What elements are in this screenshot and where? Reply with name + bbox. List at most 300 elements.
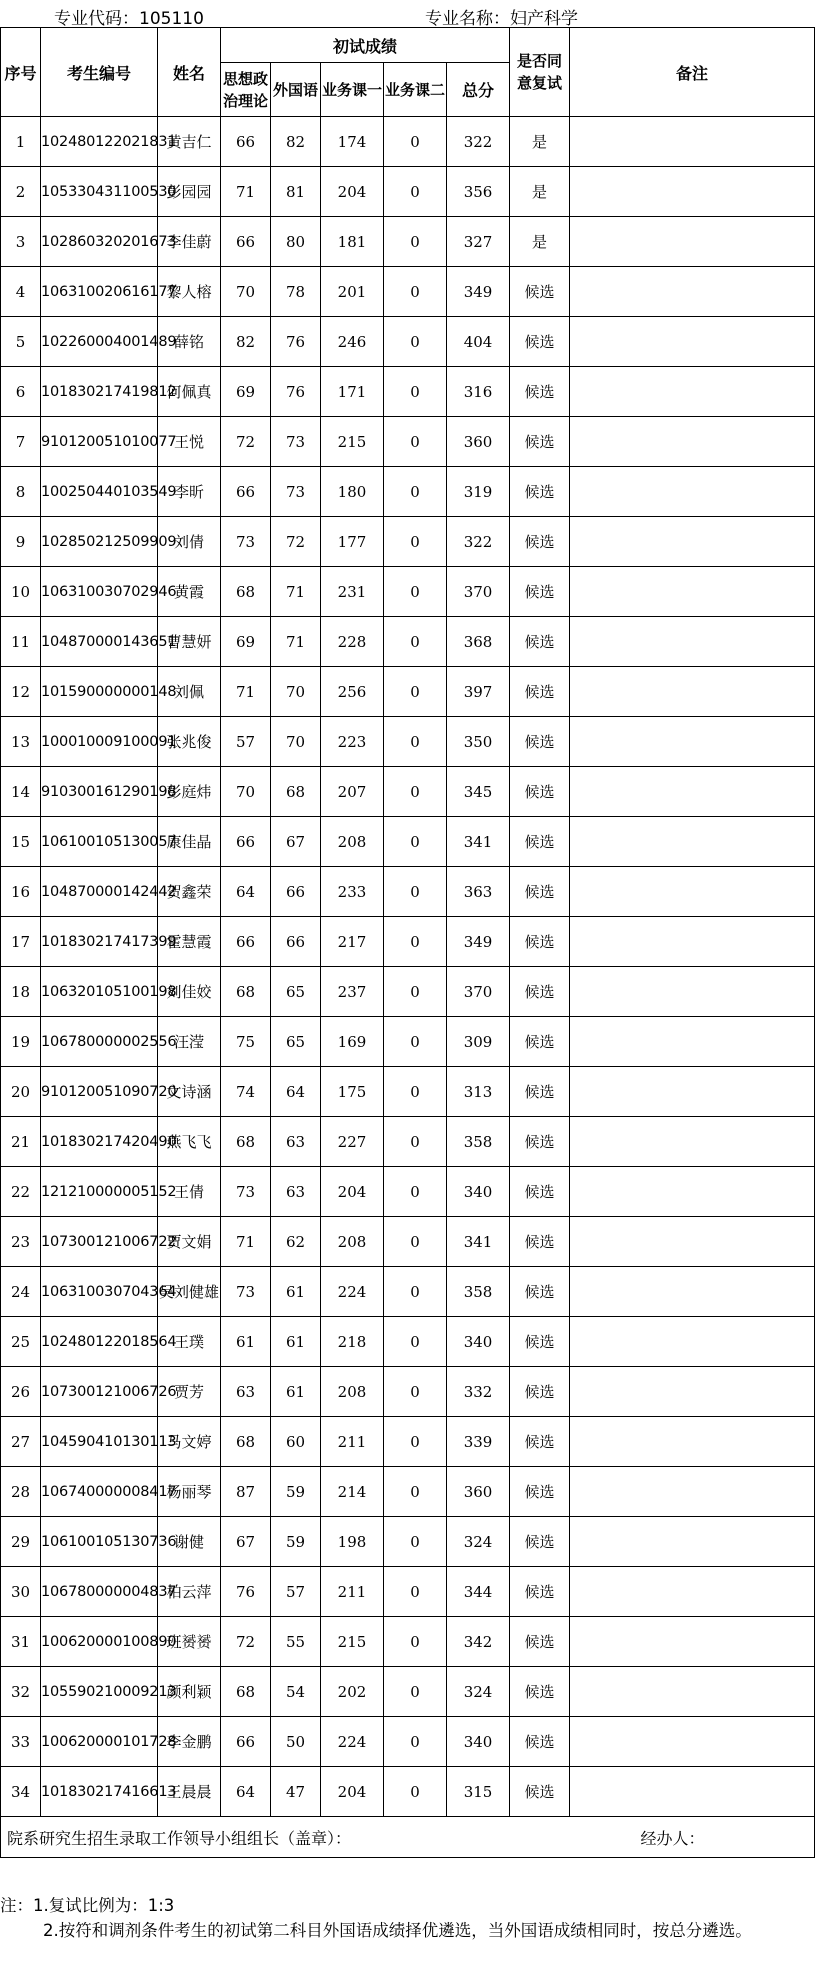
row-politics: 66 [221,917,271,967]
row-politics: 66 [221,467,271,517]
row-remark [570,1717,815,1767]
row-politics: 71 [221,1217,271,1267]
row-name: 刘佳姣 [158,967,221,1017]
row-total: 340 [447,1317,510,1367]
row-total: 368 [447,617,510,667]
row-remark [570,1217,815,1267]
row-name: 燕飞飞 [158,1117,221,1167]
row-name: 彭庭炜 [158,767,221,817]
row-politics: 68 [221,1417,271,1467]
row-course2: 0 [384,1117,447,1167]
row-foreign: 72 [271,517,321,567]
row-remark [570,1317,815,1367]
row-course1: 181 [321,217,384,267]
row-course2: 0 [384,1717,447,1767]
row-seq: 13 [1,717,41,767]
row-foreign: 66 [271,867,321,917]
row-agree: 候选 [510,1367,570,1417]
row-foreign: 65 [271,1017,321,1067]
row-exam-id: 106310020616177 [41,267,158,317]
row-total: 356 [447,167,510,217]
row-remark [570,1517,815,1567]
row-foreign: 82 [271,117,321,167]
row-foreign: 76 [271,317,321,367]
row-foreign: 73 [271,467,321,517]
row-exam-id: 910120051010077 [41,417,158,467]
row-agree: 候选 [510,917,570,967]
row-foreign: 80 [271,217,321,267]
row-seq: 12 [1,667,41,717]
row-remark [570,817,815,867]
row-politics: 66 [221,217,271,267]
row-total: 349 [447,917,510,967]
row-politics: 66 [221,117,271,167]
row-exam-id: 100250440103549 [41,467,158,517]
row-name: 李佳蔚 [158,217,221,267]
table-row [1,1317,815,1367]
table-row [1,1767,815,1817]
row-agree: 是 [510,217,570,267]
table-row [1,617,815,667]
row-politics: 73 [221,517,271,567]
row-agree: 候选 [510,1267,570,1317]
row-course2: 0 [384,1067,447,1117]
row-name: 谢健 [158,1517,221,1567]
row-agree: 候选 [510,1117,570,1167]
row-politics: 68 [221,1667,271,1717]
col-foreign-lang: 外国语 [271,63,321,117]
row-seq: 3 [1,217,41,267]
row-course1: 215 [321,417,384,467]
row-seq: 30 [1,1567,41,1617]
row-course1: 208 [321,1367,384,1417]
table-row [1,467,815,517]
row-name: 贺鑫荣 [158,867,221,917]
row-politics: 71 [221,167,271,217]
row-agree: 候选 [510,417,570,467]
row-seq: 18 [1,967,41,1017]
row-foreign: 63 [271,1117,321,1167]
row-exam-id: 100620000101728 [41,1717,158,1767]
row-total: 324 [447,1517,510,1567]
row-name: 曹慧妍 [158,617,221,667]
row-remark [570,1417,815,1467]
row-exam-id: 106320105100198 [41,967,158,1017]
row-exam-id: 102260004001489 [41,317,158,367]
row-course1: 214 [321,1467,384,1517]
table-row [1,167,815,217]
row-agree: 候选 [510,1167,570,1217]
row-politics: 70 [221,767,271,817]
row-seq: 25 [1,1317,41,1367]
row-foreign: 61 [271,1367,321,1417]
row-agree: 候选 [510,517,570,567]
row-remark [570,1017,815,1067]
row-agree: 候选 [510,567,570,617]
row-course2: 0 [384,1267,447,1317]
row-course2: 0 [384,1767,447,1817]
table-row [1,367,815,417]
row-exam-id: 101830217420490 [41,1117,158,1167]
row-course2: 0 [384,917,447,967]
row-course1: 204 [321,1167,384,1217]
row-name: 贾芳 [158,1367,221,1417]
row-seq: 26 [1,1367,41,1417]
col-total: 总分 [447,63,510,117]
row-politics: 73 [221,1167,271,1217]
row-foreign: 65 [271,967,321,1017]
row-course2: 0 [384,867,447,917]
row-course1: 208 [321,1217,384,1267]
row-course1: 231 [321,567,384,617]
row-politics: 57 [221,717,271,767]
table-row [1,1417,815,1467]
row-foreign: 63 [271,1167,321,1217]
row-name: 柏云萍 [158,1567,221,1617]
row-total: 316 [447,367,510,417]
row-total: 322 [447,517,510,567]
table-row [1,517,815,567]
row-agree: 候选 [510,1667,570,1717]
row-total: 341 [447,1217,510,1267]
row-agree: 是 [510,167,570,217]
row-foreign: 78 [271,267,321,317]
row-course1: 171 [321,367,384,417]
note-1: 注：1.复试比例为：1:3 [0,1896,175,1915]
table-row [1,267,815,317]
row-course1: 180 [321,467,384,517]
table-row [1,117,815,167]
row-name: 黄霞 [158,567,221,617]
row-course2: 0 [384,817,447,867]
row-name: 李金鹏 [158,1717,221,1767]
row-course2: 0 [384,1317,447,1367]
row-politics: 70 [221,267,271,317]
row-remark [570,1567,815,1617]
row-politics: 87 [221,1467,271,1517]
row-politics: 75 [221,1017,271,1067]
row-total: 345 [447,767,510,817]
row-politics: 61 [221,1317,271,1367]
score-table [0,27,815,1858]
row-seq: 34 [1,1767,41,1817]
row-foreign: 64 [271,1067,321,1117]
row-seq: 27 [1,1417,41,1467]
row-total: 350 [447,717,510,767]
row-remark [570,167,815,217]
row-course2: 0 [384,1367,447,1417]
row-course2: 0 [384,1567,447,1617]
row-seq: 24 [1,1267,41,1317]
row-total: 322 [447,117,510,167]
row-total: 370 [447,967,510,1017]
row-total: 313 [447,1067,510,1117]
row-course1: 211 [321,1567,384,1617]
row-agree: 候选 [510,867,570,917]
row-exam-id: 104870000142442 [41,867,158,917]
row-seq: 20 [1,1067,41,1117]
row-remark [570,867,815,917]
row-name: 王悦 [158,417,221,467]
col-agree: 是否同意复试 [510,28,570,117]
row-agree: 候选 [510,1417,570,1467]
row-seq: 23 [1,1217,41,1267]
row-seq: 31 [1,1617,41,1667]
row-total: 342 [447,1617,510,1667]
row-course2: 0 [384,567,447,617]
row-name: 颜利颖 [158,1667,221,1717]
notes [0,1893,803,1943]
row-remark [570,1767,815,1817]
row-seq: 8 [1,467,41,517]
row-seq: 7 [1,417,41,467]
row-course2: 0 [384,1017,447,1067]
row-exam-id: 107300121006722 [41,1217,158,1267]
row-politics: 76 [221,1567,271,1617]
row-course1: 227 [321,1117,384,1167]
row-remark [570,1167,815,1217]
row-course1: 208 [321,817,384,867]
row-course1: 228 [321,617,384,667]
row-foreign: 54 [271,1667,321,1717]
row-name: 彭园园 [158,167,221,217]
row-name: 薛铭 [158,317,221,367]
row-exam-id: 106780000004837 [41,1567,158,1617]
row-name: 马文婷 [158,1417,221,1467]
row-seq: 9 [1,517,41,567]
row-exam-id: 106100105130057 [41,817,158,867]
col-name: 姓名 [158,28,221,117]
row-course1: 201 [321,267,384,317]
row-name: 班赟赟 [158,1617,221,1667]
row-agree: 候选 [510,267,570,317]
col-exam-id: 考生编号 [41,28,158,117]
row-remark [570,117,815,167]
row-course1: 204 [321,167,384,217]
row-course2: 0 [384,317,447,367]
row-seq: 14 [1,767,41,817]
row-course1: 224 [321,1267,384,1317]
row-agree: 候选 [510,1317,570,1367]
row-course2: 0 [384,1517,447,1567]
row-course2: 0 [384,467,447,517]
row-total: 360 [447,1467,510,1517]
row-remark [570,1267,815,1317]
row-total: 341 [447,817,510,867]
row-name: 王倩 [158,1167,221,1217]
row-total: 327 [447,217,510,267]
col-remark: 备注 [570,28,815,117]
row-name: 刘倩 [158,517,221,567]
table-row [1,1267,815,1317]
table-row [1,967,815,1017]
row-exam-id: 106740000008417 [41,1467,158,1517]
row-exam-id: 106100105130736 [41,1517,158,1567]
row-remark [570,1117,815,1167]
row-name: 贾文娟 [158,1217,221,1267]
row-exam-id: 101830217417399 [41,917,158,967]
row-agree: 候选 [510,467,570,517]
row-course1: 233 [321,867,384,917]
row-agree: 候选 [510,1517,570,1567]
row-seq: 11 [1,617,41,667]
row-name: 杨丽琴 [158,1467,221,1517]
row-exam-id: 106780000002556 [41,1017,158,1067]
row-agree: 候选 [510,817,570,867]
row-seq: 5 [1,317,41,367]
row-remark [570,1467,815,1517]
table-row [1,417,815,467]
table-row [1,1567,815,1617]
row-agree: 候选 [510,717,570,767]
row-foreign: 81 [271,167,321,217]
row-foreign: 70 [271,667,321,717]
row-name: 张兆俊 [158,717,221,767]
row-foreign: 55 [271,1617,321,1667]
major-code: 专业代码：105110 [54,9,204,29]
row-total: 340 [447,1717,510,1767]
row-exam-id: 102480122018564 [41,1317,158,1367]
table-row [1,1117,815,1167]
row-seq: 10 [1,567,41,617]
row-remark [570,217,815,267]
table-row [1,767,815,817]
row-politics: 68 [221,567,271,617]
row-total: 370 [447,567,510,617]
row-foreign: 73 [271,417,321,467]
row-exam-id: 105330431100530 [41,167,158,217]
row-course2: 0 [384,1617,447,1667]
table-row [1,667,815,717]
row-total: 358 [447,1117,510,1167]
table-row [1,317,815,367]
row-course1: 211 [321,1417,384,1467]
row-name: 王晨晨 [158,1767,221,1817]
row-exam-id: 101830217419812 [41,367,158,417]
row-course2: 0 [384,1217,447,1267]
row-total: 360 [447,417,510,467]
row-agree: 候选 [510,1617,570,1667]
row-course1: 169 [321,1017,384,1067]
table-row [1,1217,815,1267]
row-course1: 224 [321,1717,384,1767]
row-remark [570,467,815,517]
row-name: 李昕 [158,467,221,517]
handler-label: 经办人： [640,1828,705,1848]
row-total: 332 [447,1367,510,1417]
row-politics: 67 [221,1517,271,1567]
row-remark [570,1667,815,1717]
row-exam-id: 106310030704364 [41,1267,158,1317]
row-seq: 33 [1,1717,41,1767]
row-exam-id: 910300161290198 [41,767,158,817]
row-course1: 218 [321,1317,384,1367]
row-course1: 174 [321,117,384,167]
row-agree: 候选 [510,317,570,367]
table-row [1,817,815,867]
note-2: 2.按符和调剂条件考生的初试第二科目外国语成绩择优遴选，当外国语成绩相同时，按总分遴选。 [43,1921,752,1940]
row-exam-id: 100010009100091 [41,717,158,767]
row-course1: 175 [321,1067,384,1117]
row-agree: 候选 [510,1217,570,1267]
row-total: 319 [447,467,510,517]
row-course1: 215 [321,1617,384,1667]
col-politics: 思想政治理论 [221,63,271,117]
row-remark [570,667,815,717]
row-seq: 17 [1,917,41,967]
row-foreign: 61 [271,1267,321,1317]
row-course2: 0 [384,767,447,817]
row-exam-id: 101830217416613 [41,1767,158,1817]
row-politics: 71 [221,667,271,717]
row-foreign: 50 [271,1717,321,1767]
col-course2: 业务课二 [384,63,447,117]
row-exam-id: 106310030702946 [41,567,158,617]
row-total: 358 [447,1267,510,1317]
row-course2: 0 [384,617,447,667]
row-agree: 候选 [510,667,570,717]
row-course1: 207 [321,767,384,817]
row-course2: 0 [384,367,447,417]
row-course1: 246 [321,317,384,367]
row-remark [570,917,815,967]
row-politics: 74 [221,1067,271,1117]
row-foreign: 62 [271,1217,321,1267]
row-total: 397 [447,667,510,717]
row-name: 刘佩 [158,667,221,717]
row-agree: 候选 [510,1717,570,1767]
row-foreign: 76 [271,367,321,417]
row-seq: 29 [1,1517,41,1567]
row-name: 霍慧霞 [158,917,221,967]
leader-signature-label: 院系研究生招生录取工作领导小组组长（盖章）： [7,1828,352,1848]
row-agree: 是 [510,117,570,167]
row-remark [570,517,815,567]
row-foreign: 66 [271,917,321,967]
row-agree: 候选 [510,367,570,417]
major-name: 专业名称：妇产科学 [425,9,578,29]
row-course2: 0 [384,117,447,167]
table-row [1,1017,815,1067]
row-politics: 73 [221,1267,271,1317]
row-course2: 0 [384,167,447,217]
row-politics: 69 [221,367,271,417]
row-total: 315 [447,1767,510,1817]
row-foreign: 47 [271,1767,321,1817]
row-exam-id: 104870000143651 [41,617,158,667]
row-foreign: 57 [271,1567,321,1617]
table-row [1,1617,815,1667]
row-course2: 0 [384,267,447,317]
row-politics: 68 [221,1117,271,1167]
row-course2: 0 [384,1167,447,1217]
row-seq: 19 [1,1017,41,1067]
row-total: 349 [447,267,510,317]
row-seq: 2 [1,167,41,217]
row-seq: 4 [1,267,41,317]
row-total: 363 [447,867,510,917]
row-remark [570,417,815,467]
row-foreign: 59 [271,1517,321,1567]
row-seq: 15 [1,817,41,867]
row-name: 汪滢 [158,1017,221,1067]
row-seq: 32 [1,1667,41,1717]
row-course1: 202 [321,1667,384,1717]
row-total: 309 [447,1017,510,1067]
row-remark [570,967,815,1017]
row-politics: 68 [221,967,271,1017]
row-exam-id: 105590210009213 [41,1667,158,1717]
